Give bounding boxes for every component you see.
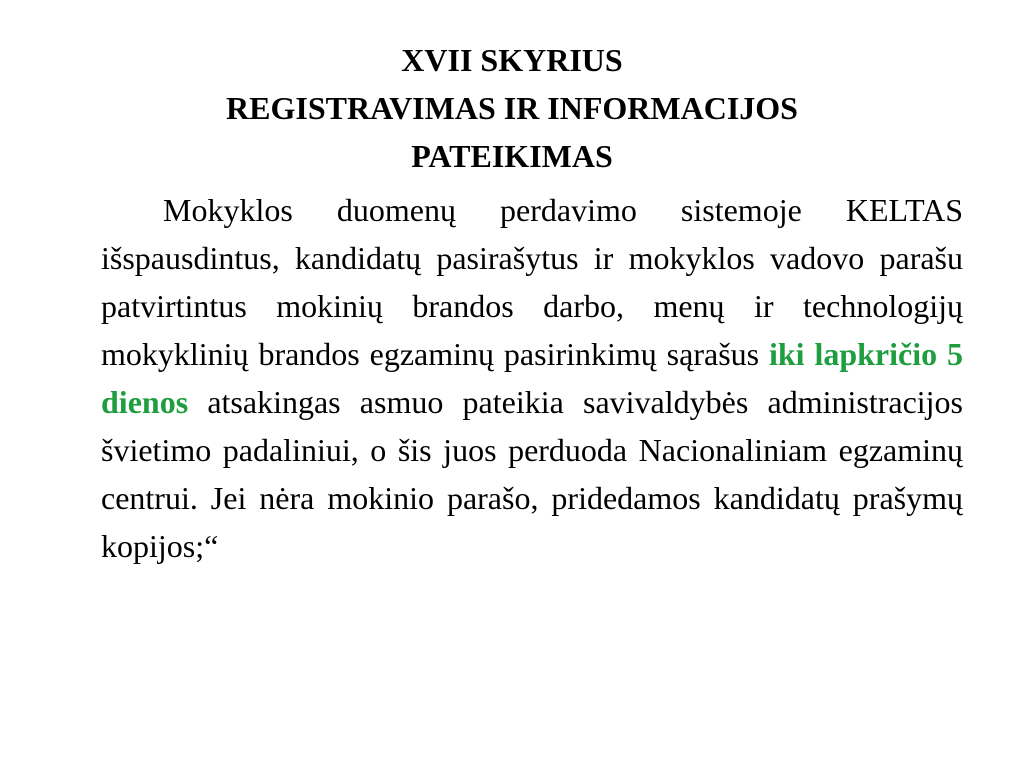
chapter-heading — [100, 36, 924, 180]
paragraph-text-start: Mokyklos duomenų perdavimo sistemoje KELTAS išspausdintus, kandidatų pasirašytus ir mokyklos vadovo parašu patvirtintus mokinių brandos darbo, menų ir technologijų mokyklinių brandos egzaminų pasirinkimų sąrašus — [101, 192, 963, 372]
paragraph-text-end: atsakingas asmuo pateikia savivaldybės administracijos švietimo padaliniui, o šis juos perduoda Nacionaliniam egzaminų centrui. Jei nėra mokinio parašo, pridedamos kandidatų prašymų kopijos;“ — [101, 384, 963, 564]
chapter-title-line-1: REGISTRAVIMAS IR INFORMACIJOS — [226, 90, 798, 126]
body-paragraph — [101, 186, 963, 570]
chapter-title-line-2: PATEIKIMAS — [411, 138, 613, 174]
chapter-number: XVII SKYRIUS — [401, 42, 623, 78]
deadline-highlight: iki lapkričio 5 dienos — [101, 336, 964, 420]
